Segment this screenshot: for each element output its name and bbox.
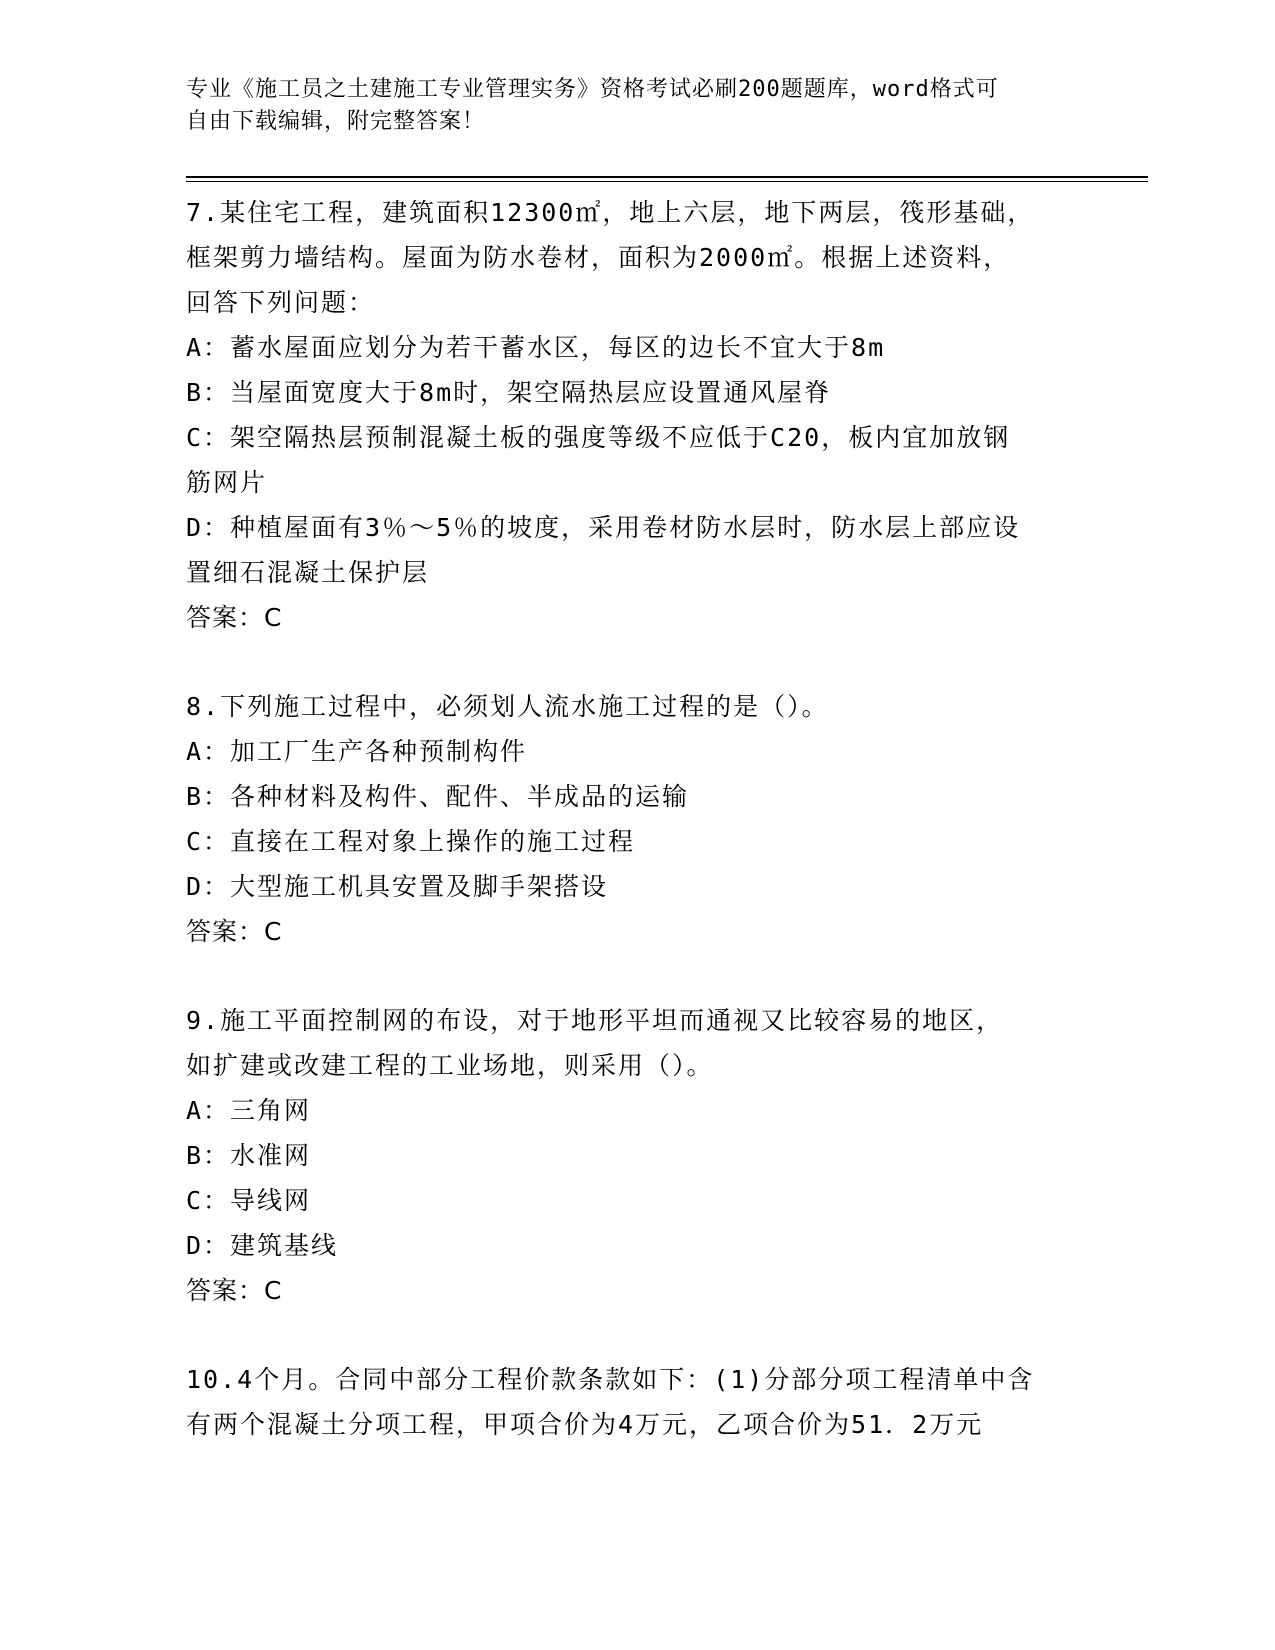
header-divider-thick [186, 176, 1148, 178]
option-a: A：三角网 [186, 1096, 312, 1125]
question-8 [186, 684, 1086, 954]
header-divider-thin [186, 181, 1148, 182]
question-stem-line: 回答下列问题： [186, 288, 376, 317]
header-line-1: 专业《施工员之土建施工专业管理实务》资格考试必刷200题题库，word格式可 [186, 77, 999, 102]
question-stem-line: 框架剪力墙结构。屋面为防水卷材，面积为2000㎡。根据上述资料， [186, 243, 1011, 272]
option-d-continued: 置细石混凝土保护层 [186, 558, 430, 587]
document-header [186, 74, 1066, 138]
answer: 答案：C [186, 917, 283, 946]
question-stem-line: 7.某住宅工程，建筑面积12300㎡，地上六层，地下两层，筏形基础， [186, 198, 1035, 227]
option-c: C：架空隔热层预制混凝土板的强度等级不应低于C20，板内宜加放钢 [186, 423, 1011, 452]
option-a: A：加工厂生产各种预制构件 [186, 737, 528, 766]
option-d: D：大型施工机具安置及脚手架搭设 [186, 872, 609, 901]
question-stem-line: 8.下列施工过程中，必须划人流水施工过程的是（）。 [186, 692, 829, 721]
option-c-continued: 筋网片 [186, 468, 268, 497]
option-c: C：直接在工程对象上操作的施工过程 [186, 827, 636, 856]
question-9 [186, 998, 1086, 1313]
option-b: B：水准网 [186, 1141, 312, 1170]
question-7 [186, 190, 1086, 640]
header-line-2: 自由下载编辑，附完整答案！ [186, 109, 486, 134]
option-b: B：各种材料及构件、配件、半成品的运输 [186, 782, 690, 811]
option-b: B：当屋面宽度大于8m时，架空隔热层应设置通风屋脊 [186, 378, 832, 407]
question-10 [186, 1357, 1086, 1447]
question-stem-line: 如扩建或改建工程的工业场地，则采用（）。 [186, 1051, 714, 1080]
option-d: D：种植屋面有3％～5％的坡度，采用卷材防水层时，防水层上部应设 [186, 513, 1021, 542]
question-stem-line: 有两个混凝土分项工程，甲项合价为4万元，乙项合价为51．2万元 [186, 1410, 984, 1439]
question-stem-line: 9.施工平面控制网的布设，对于地形平坦而通视又比较容易的地区， [186, 1006, 1004, 1035]
answer: 答案：C [186, 603, 283, 632]
option-d: D：建筑基线 [186, 1231, 339, 1260]
option-a: A：蓄水屋面应划分为若干蓄水区，每区的边长不宜大于8m [186, 333, 886, 362]
question-list [186, 190, 1086, 1447]
question-stem-line: 10.4个月。合同中部分工程价款条款如下：(1)分部分项工程清单中含 [186, 1365, 1035, 1394]
answer: 答案：C [186, 1276, 283, 1305]
option-c: C：导线网 [186, 1186, 312, 1215]
